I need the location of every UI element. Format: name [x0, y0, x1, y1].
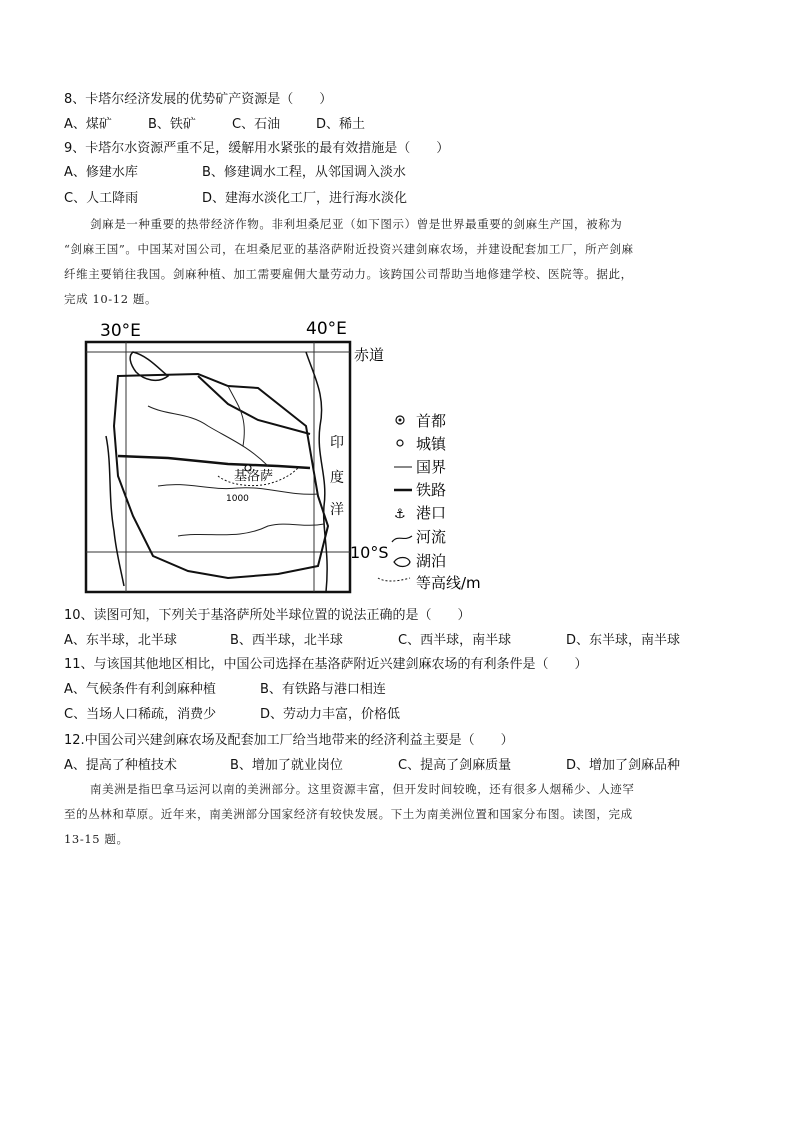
passage-sa-line [64, 777, 732, 802]
legend-port: 港口 [416, 504, 447, 522]
contour-legend-symbol [378, 578, 410, 581]
passage-sisal-line-3: 纤维主要销往我国。剑麻种植、加工需要雇佣大量劳动力。该跨国公司帮助当地修建学校、医院等。据此， [64, 267, 633, 281]
q11-option-b: B、有铁路与港口相连 [260, 682, 386, 697]
river [158, 485, 318, 495]
q8-option-c: C、石油 [232, 117, 281, 132]
label-40e: 40°E [306, 319, 347, 339]
river [228, 386, 244, 446]
q10-stem: 10、读图可知，下列关于基洛萨所处半球位置的说法正确的是（ ） [64, 608, 471, 623]
passage-sisal [64, 212, 732, 312]
capital-dot [399, 419, 402, 422]
q9-option-b: B、修建调水工程，从邻国调入淡水 [202, 165, 406, 180]
town-legend-symbol [397, 440, 403, 446]
legend-contour: 等高线/m [416, 574, 481, 592]
passage-sisal-line-4: 完成 10-12 题。 [64, 292, 158, 306]
label-ocean-3: 洋 [330, 502, 344, 518]
label-ocean-2: 度 [330, 470, 344, 486]
river-legend-symbol [392, 536, 412, 542]
passage-sa-line-2: 至的丛林和草原。近年来，南美洲部分国家经济有较快发展。下土为南美洲位置和国家分布图。读图，完成 [64, 807, 633, 821]
q11-stem: 11、与该国其他地区相比，中国公司选择在基洛萨附近兴建剑麻农场的有利条件是（ ） [64, 657, 588, 672]
q9-stem: 9、卡塔尔水资源严重不足，缓解用水紧张的最有效措施是（ ） [64, 141, 450, 156]
q12-option-a: A、提高了种植技术 [64, 758, 177, 773]
label-ocean-1: 印 [330, 435, 344, 451]
contour-label: 1000 [226, 494, 249, 504]
q9-option-d: D、建海水淡化工厂，进行海水淡化 [202, 191, 408, 206]
lake-tanganyika [106, 436, 124, 586]
passage-south-america [64, 777, 732, 852]
legend-lake: 湖泊 [416, 552, 447, 570]
legend-railway: 铁路 [416, 481, 447, 499]
q11-option-a: A、气候条件有利剑麻种植 [64, 682, 216, 697]
q8-option-d: D、稀土 [316, 117, 366, 132]
passage-sa-line-3: 13-15 题。 [64, 832, 129, 846]
q12-option-c: C、提高了剑麻质量 [398, 758, 512, 773]
q12-stem: 12.中国公司兴建剑麻农场及配套加工厂给当地带来的经济利益主要是（ ） [64, 733, 514, 748]
lake-legend-symbol [394, 558, 410, 567]
tanzania-map [78, 316, 548, 596]
port-legend-symbol: ⚓ [394, 507, 406, 522]
q10-option-d: D、东半球，南半球 [566, 633, 681, 648]
label-30e: 30°E [100, 321, 141, 341]
legend-capital: 首都 [416, 412, 447, 430]
legend-town: 城镇 [416, 435, 447, 453]
q9-option-c: C、人工降雨 [64, 191, 139, 206]
passage-sa-line-1: 南美洲是指巴拿马运河以南的美洲部分。这里资源丰富，但开发时间较晚，还有很多人烟稀少、人迹罕 [90, 782, 635, 796]
map-legend [378, 412, 481, 592]
legend-river: 河流 [416, 528, 447, 546]
q10-option-a: A、东半球，北半球 [64, 633, 177, 648]
q10-option-c: C、西半球，南半球 [398, 633, 512, 648]
river [178, 524, 324, 536]
q12-option-b: B、增加了就业岗位 [230, 758, 343, 773]
q8-option-a: A、煤矿 [64, 117, 112, 132]
coastline [306, 352, 327, 592]
passage-sisal-line-1: 剑麻是一种重要的热带经济作物。非利坦桑尼亚（如下图示）曾是世界最重要的剑麻生产国，被称为 [90, 217, 623, 231]
q9-option-a: A、修建水库 [64, 165, 138, 180]
town-label: 基洛萨 [234, 469, 274, 484]
passage-sisal-line [64, 212, 732, 237]
national-border [114, 374, 328, 578]
northern-railway [198, 376, 310, 434]
central-railway [118, 456, 310, 468]
q8-option-b: B、铁矿 [148, 117, 196, 132]
label-equator: 赤道 [354, 346, 385, 364]
passage-sisal-line-2: “剑麻王国”。中国某对国公司，在坦桑尼亚的基洛萨附近投资兴建剑麻农场，并建设配套加工厂，所产剑麻 [64, 242, 634, 256]
label-10s: 10°S [350, 543, 389, 562]
q11-option-c: C、当场人口稀疏，消费少 [64, 707, 217, 722]
q11-option-d: D、劳动力丰富，价格低 [260, 707, 401, 722]
legend-border: 国界 [416, 458, 447, 476]
q8-stem: 8、卡塔尔经济发展的优势矿产资源是（ ） [64, 92, 333, 107]
q10-option-b: B、西半球，北半球 [230, 633, 343, 648]
q12-option-d: D、增加了剑麻品种 [566, 758, 681, 773]
